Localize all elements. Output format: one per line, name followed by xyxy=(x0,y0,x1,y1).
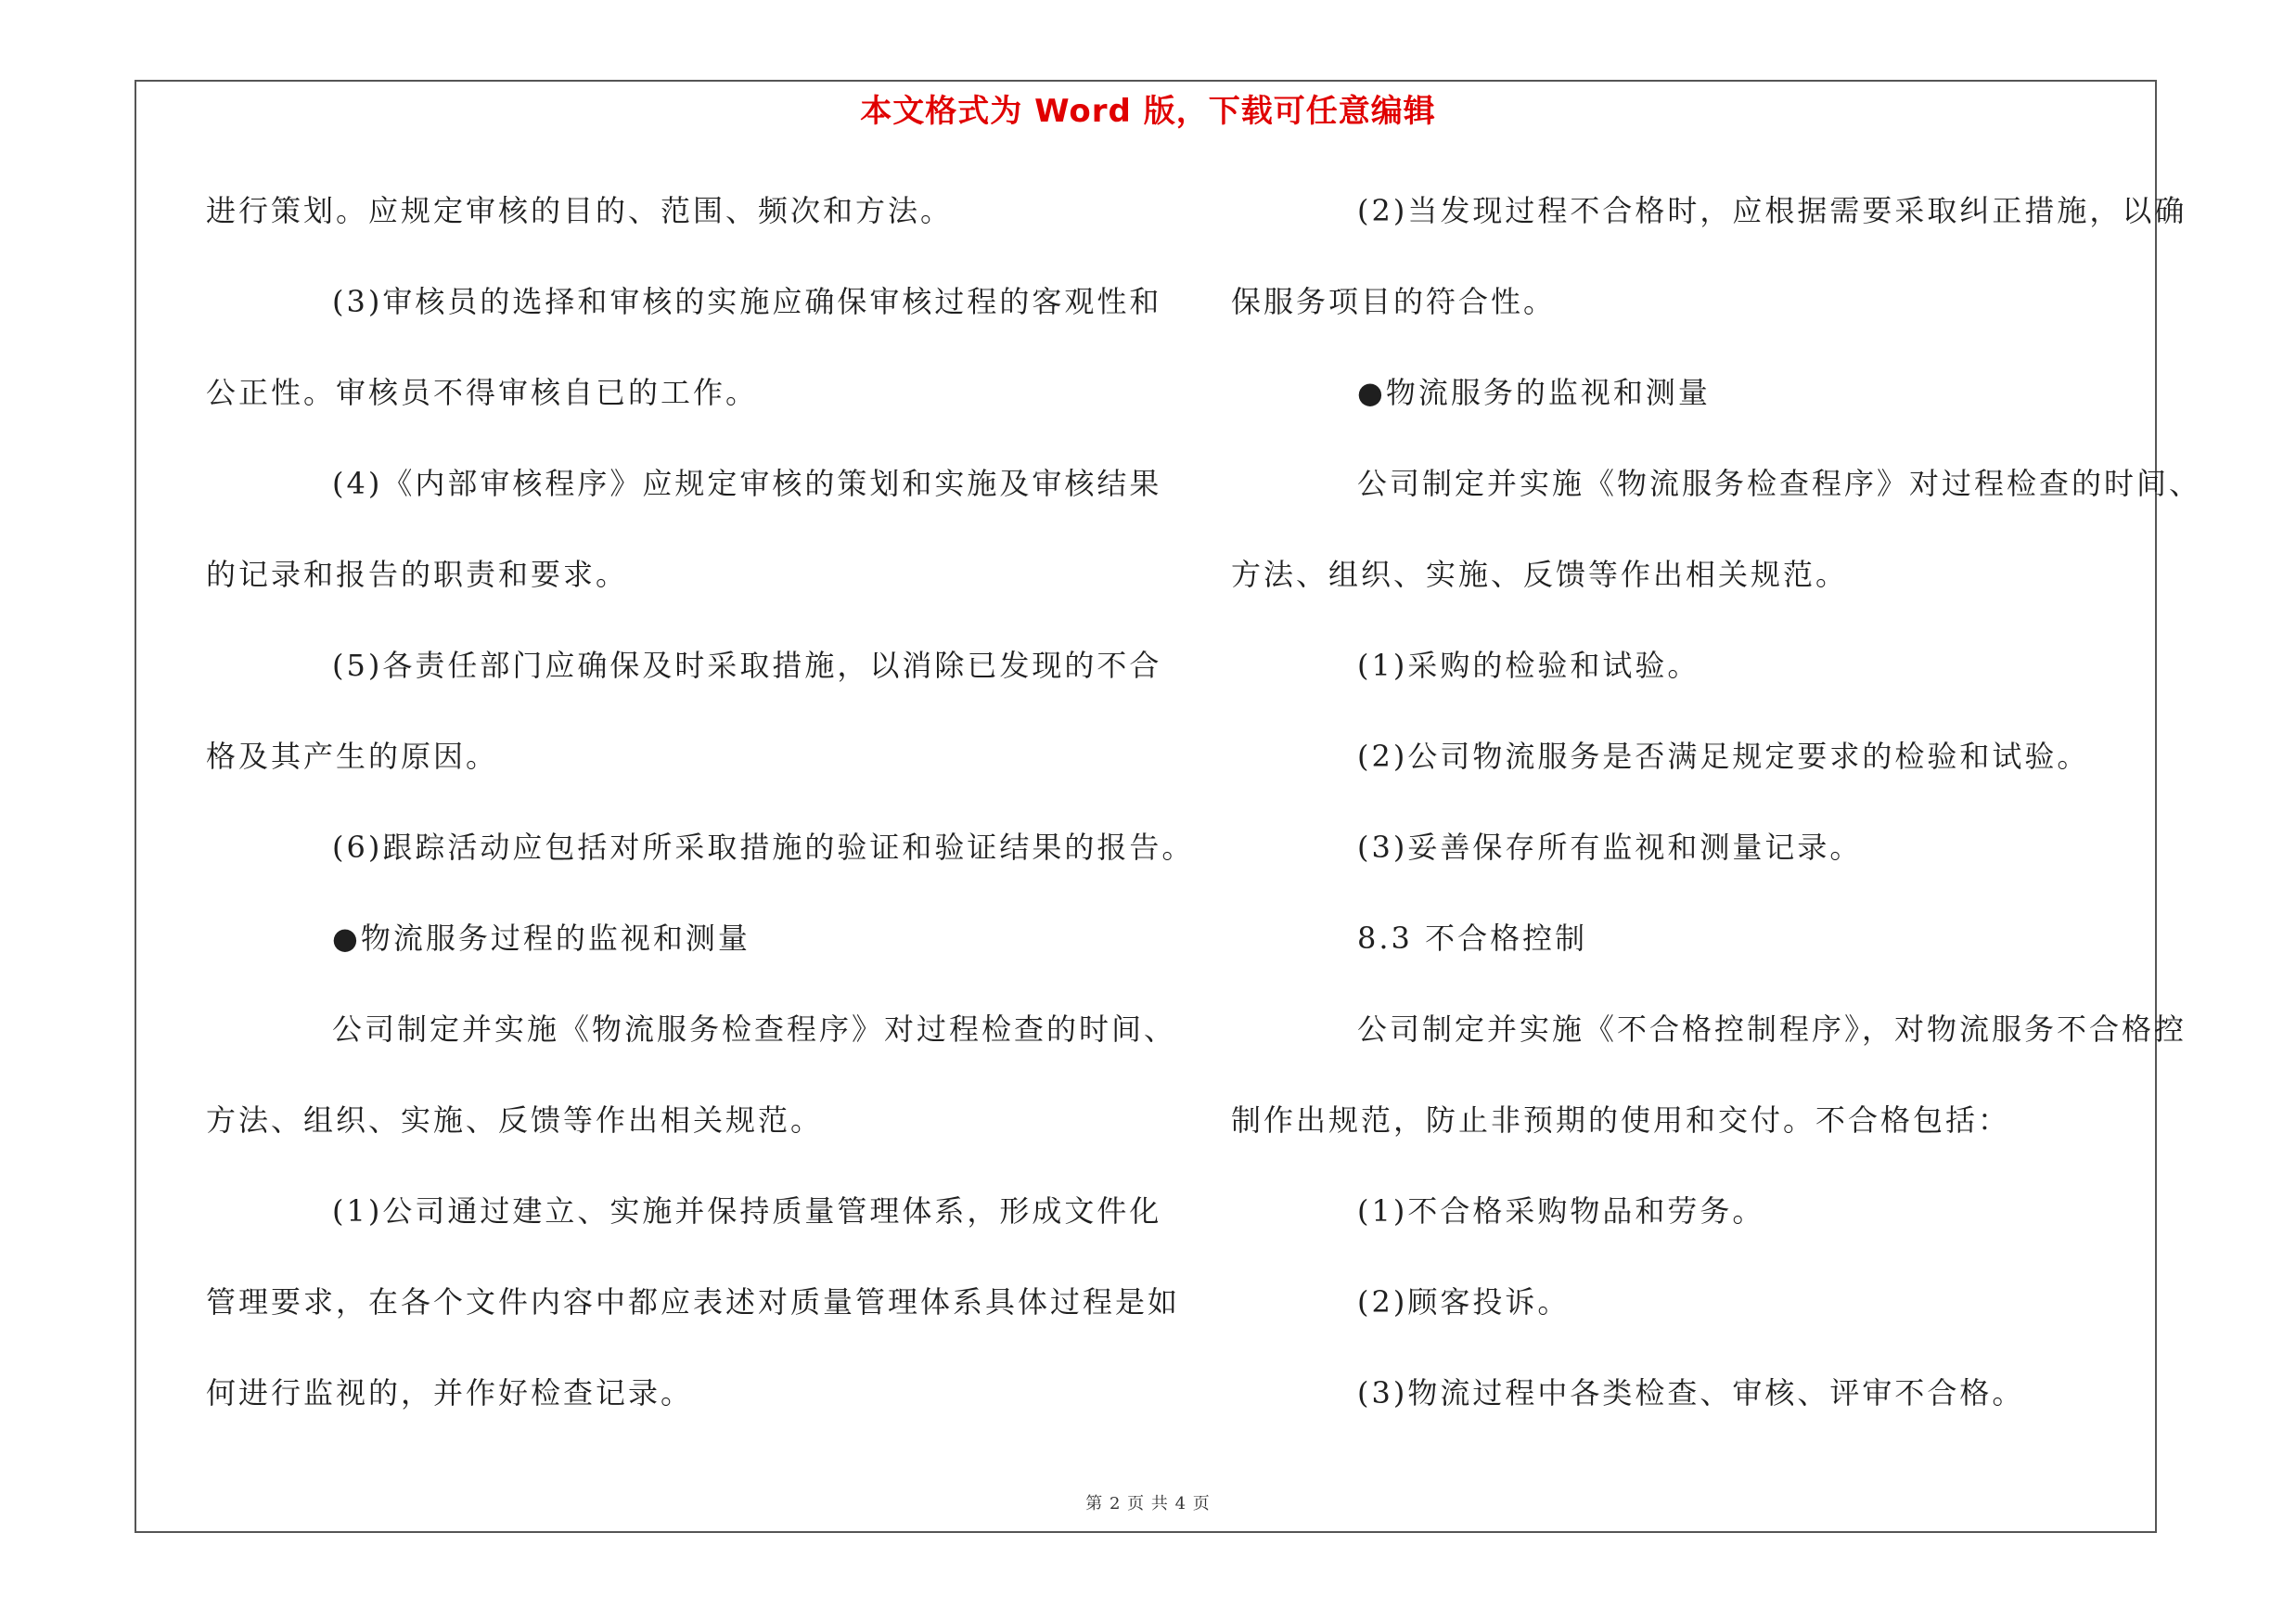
paragraph-line: (3)物流过程中各类检查、审核、评审不合格。 xyxy=(1357,1375,2025,1410)
paragraph-line: (1)采购的检验和试验。 xyxy=(1357,648,1700,683)
section-heading: 8.3 不合格控制 xyxy=(1357,921,1588,956)
paragraph-line: 何进行监视的，并作好检查记录。 xyxy=(206,1375,694,1410)
paragraph-line: 格及其产生的原因。 xyxy=(206,739,499,774)
paragraph-line: 保服务项目的符合性。 xyxy=(1231,284,1557,319)
section-heading: ●物流服务的监视和测量 xyxy=(1357,375,1711,410)
section-heading: ●物流服务过程的监视和测量 xyxy=(332,921,750,956)
paragraph-line: (3)妥善保存所有监视和测量记录。 xyxy=(1357,830,1863,865)
paragraph-line: (6)跟踪活动应包括对所采取措施的验证和验证结果的报告。 xyxy=(332,830,1195,865)
paragraph-line: 制作出规范，防止非预期的使用和交付。不合格包括： xyxy=(1231,1102,2011,1138)
paragraph-line: 方法、组织、实施、反馈等作出相关规范。 xyxy=(206,1102,824,1138)
paragraph-line: (1)不合格采购物品和劳务。 xyxy=(1357,1193,1765,1229)
paragraph-line: 公正性。审核员不得审核自已的工作。 xyxy=(206,375,759,410)
paragraph-line: (3)审核员的选择和审核的实施应确保审核过程的客观性和 xyxy=(332,284,1162,319)
paragraph-line: 公司制定并实施《物流服务检查程序》对过程检查的时间、 xyxy=(1357,466,2202,501)
paragraph-line: 的记录和报告的职责和要求。 xyxy=(206,557,629,592)
paragraph-line: 公司制定并实施《不合格控制程序》，对物流服务不合格控 xyxy=(1357,1011,2187,1047)
paragraph-line: (2)顾客投诉。 xyxy=(1357,1284,1571,1320)
paragraph-line: (2)当发现过程不合格时，应根据需要采取纠正措施，以确 xyxy=(1357,193,2187,228)
paragraph-line: 方法、组织、实施、反馈等作出相关规范。 xyxy=(1231,557,1849,592)
page-number-footer: 第 2 页 共 4 页 xyxy=(1085,1494,1211,1514)
paragraph-line: 公司制定并实施《物流服务检查程序》对过程检查的时间、 xyxy=(332,1011,1177,1047)
paragraph-line: (2)公司物流服务是否满足规定要求的检验和试验。 xyxy=(1357,739,2090,774)
paragraph-line: 进行策划。应规定审核的目的、范围、频次和方法。 xyxy=(206,193,954,228)
paragraph-line: (1)公司通过建立、实施并保持质量管理体系，形成文件化 xyxy=(332,1193,1162,1229)
paragraph-line: (4)《内部审核程序》应规定审核的策划和实施及审核结果 xyxy=(332,466,1162,501)
left-text-column xyxy=(206,182,1195,1455)
word-format-banner: 本文格式为 Word 版，下载可任意编辑 xyxy=(860,93,1436,130)
right-text-column xyxy=(1231,182,2202,1455)
paragraph-line: 管理要求，在各个文件内容中都应表述对质量管理体系具体过程是如 xyxy=(206,1284,1181,1320)
paragraph-line: (5)各责任部门应确保及时采取措施，以消除已发现的不合 xyxy=(332,648,1162,683)
